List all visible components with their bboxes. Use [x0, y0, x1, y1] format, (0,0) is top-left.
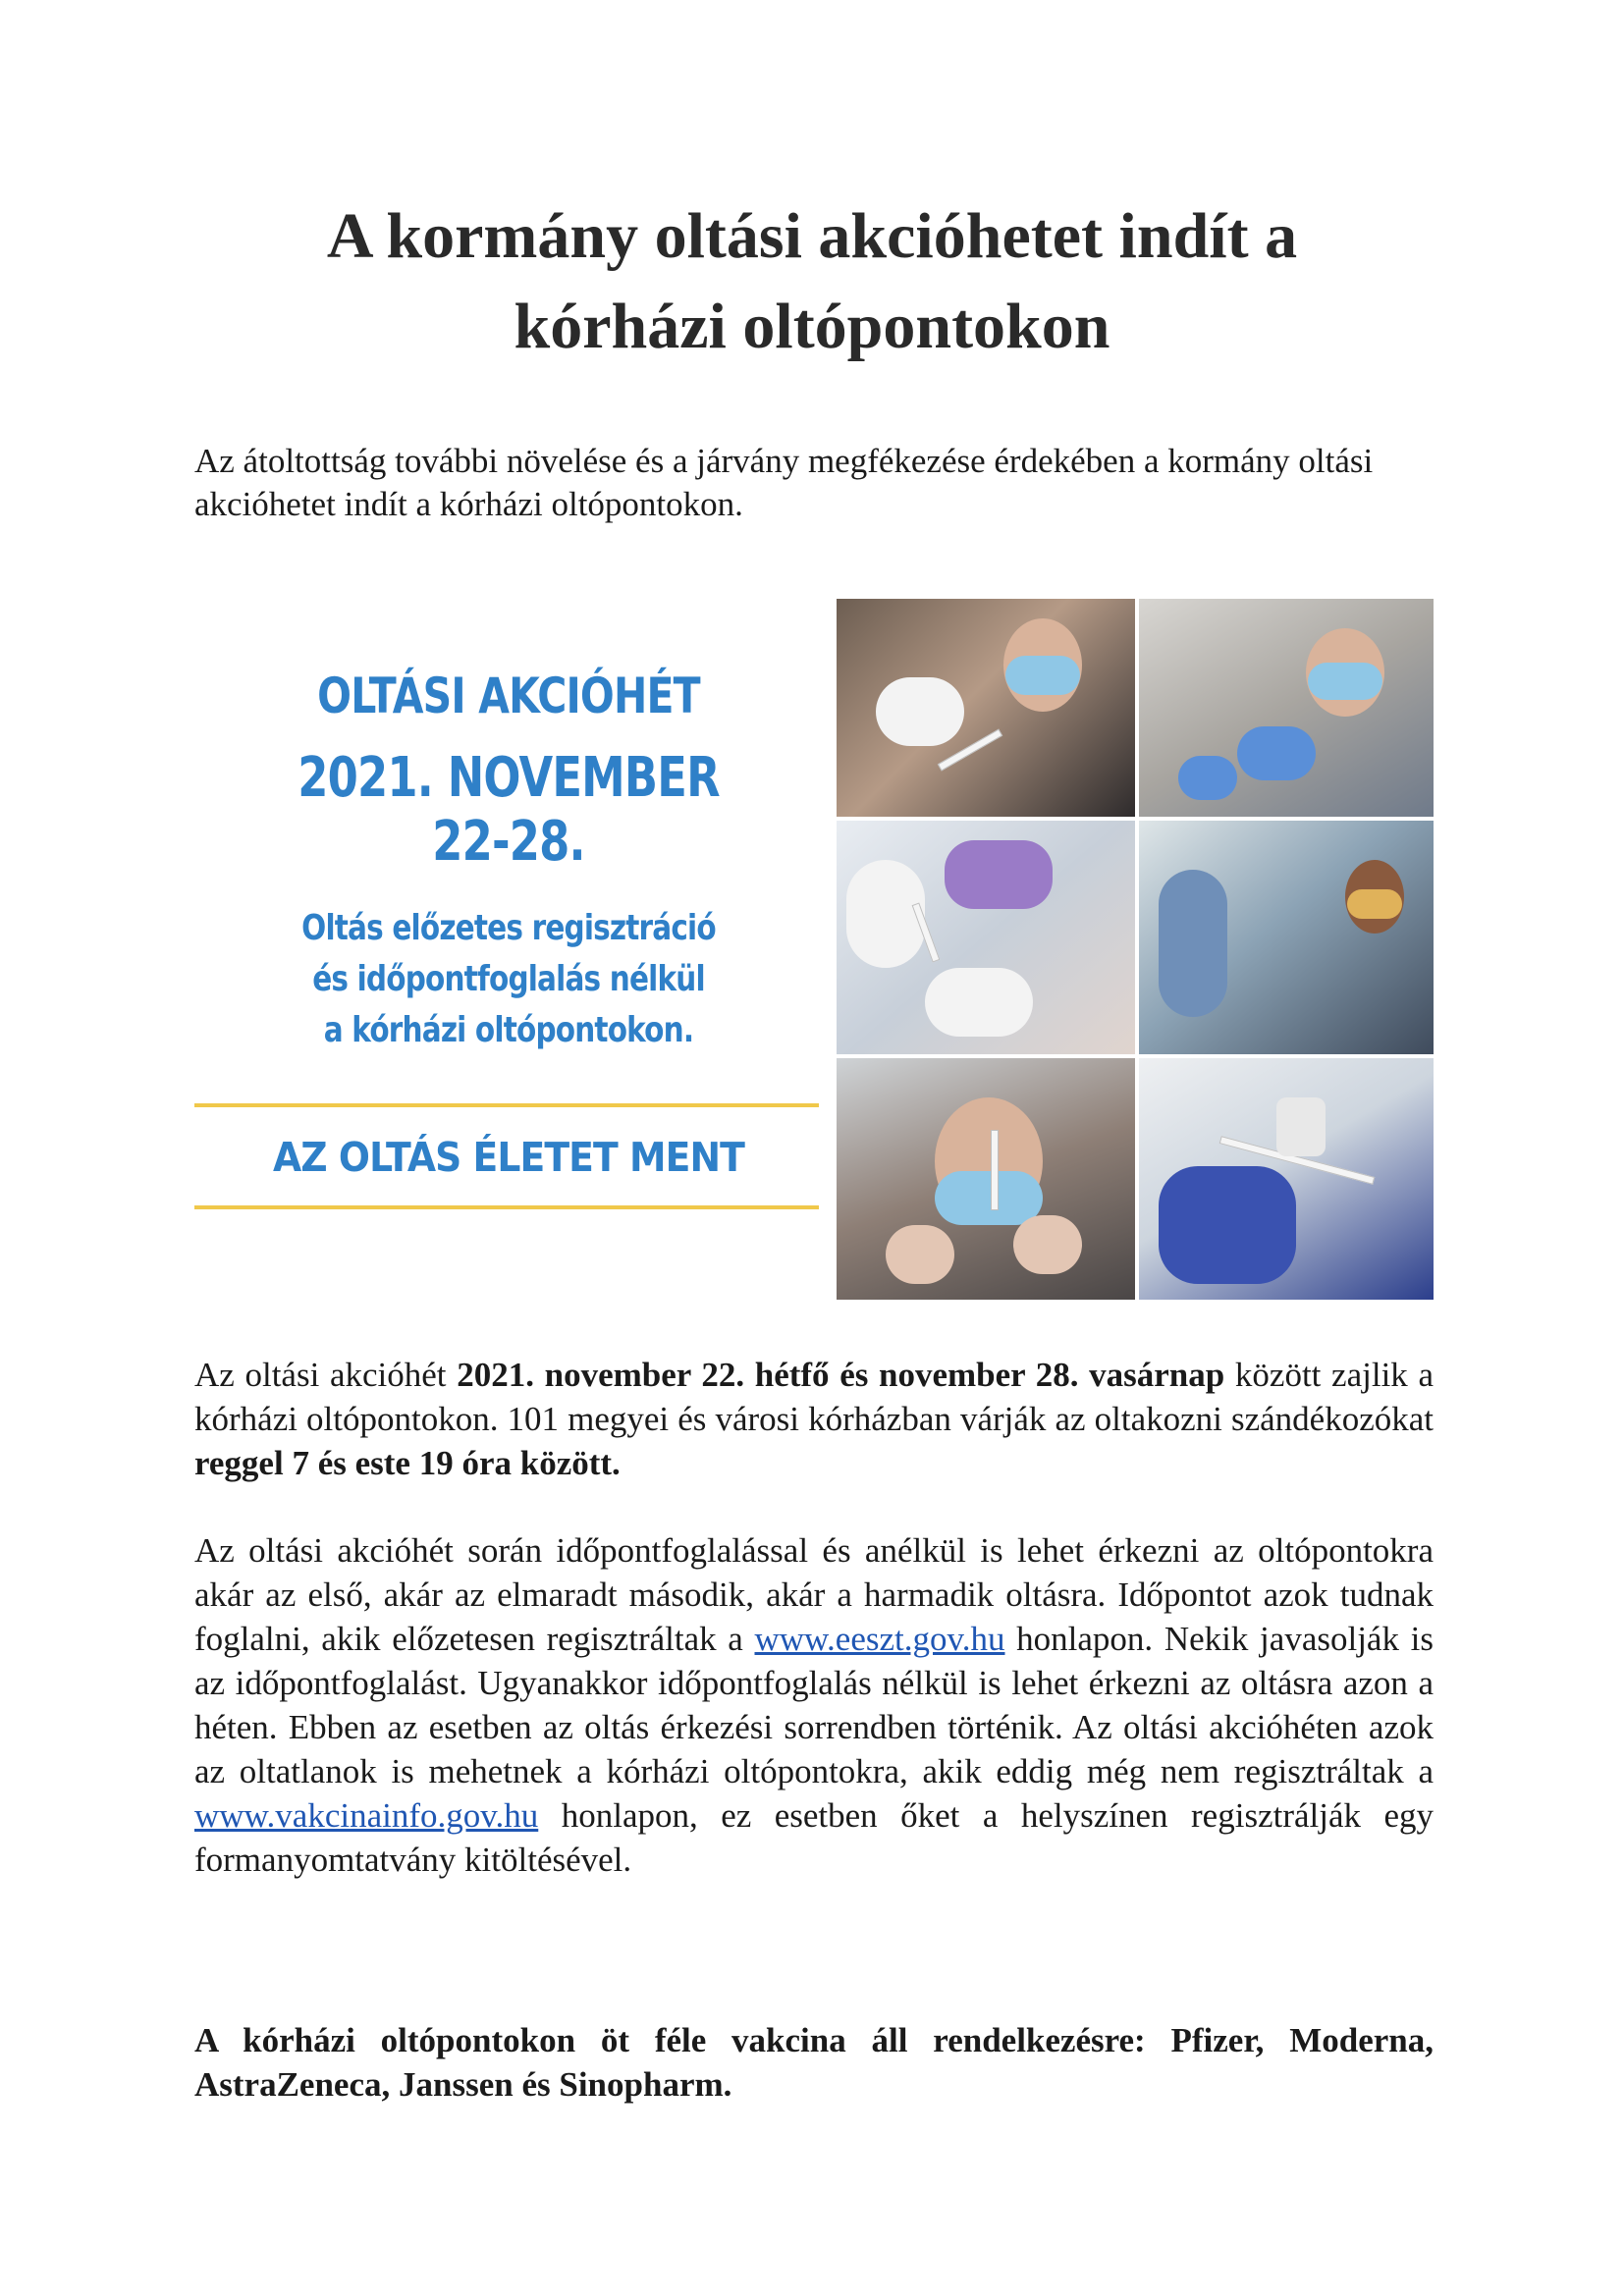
banner-subtext-line-2: és időpontfoglalás nélkül	[312, 959, 705, 999]
para1-bold-dates: 2021. november 22. hétfő és november 28. vasárnap	[457, 1356, 1225, 1394]
paragraph-vaccines: A kórházi oltópontokon öt féle vakcina áll rendelkezésre: Pfizer, Moderna, AstraZeneca, Janssen és Sinopharm.	[194, 2021, 1434, 2104]
vaccination-photo-6	[1139, 1058, 1434, 1300]
vaccination-photo-4	[1139, 821, 1434, 1054]
banner-rule-bottom	[194, 1205, 819, 1209]
title-line-2: kórházi oltópontokon	[514, 291, 1110, 362]
page-title	[147, 191, 1477, 372]
banner-heading: OLTÁSI AKCIÓHÉT	[317, 667, 700, 724]
para1-text-1: Az oltási akcióhét	[194, 1356, 458, 1394]
banner-dates: 2021. NOVEMBER 22-28.	[298, 746, 720, 874]
banner-text-panel	[194, 599, 835, 1300]
banner-slogan: AZ OLTÁS ÉLETET MENT	[273, 1134, 744, 1181]
intro-paragraph: Az átoltottság további növelése és a járvány megfékezése érdekében a kormány oltási akcióhetet indít a kórházi oltópontokon.	[194, 442, 1374, 523]
para2-text-1: Az oltási akcióhét során időpontfoglalással és anélkül is lehet érkezni az oltópontokra akár az első, akár az elmaradt második, akár a harmadik oltásra. Időpontot azok tudnak foglalni, akik előzetesen regisztráltak a	[194, 1531, 1434, 1658]
eeszt-link[interactable]: www.eeszt.gov.hu	[754, 1620, 1005, 1658]
vaccination-photo-2	[1139, 599, 1434, 817]
banner-subtext-line-3: a kórházi oltópontokon.	[323, 1010, 694, 1050]
banner-rule-top	[194, 1103, 819, 1107]
paragraph-registration	[194, 1528, 1434, 1882]
vakcinainfo-link[interactable]: www.vakcinainfo.gov.hu	[194, 1796, 539, 1835]
para1-bold-hours: reggel 7 és este 19 óra között.	[194, 1444, 621, 1482]
para2-text-3: honlapon, ez esetben őket a helyszínen regisztrálják egy formanyomtatvány kitöltésével.	[194, 1796, 1434, 1879]
vaccination-photo-1	[837, 599, 1135, 817]
vaccination-photo-5	[837, 1058, 1135, 1300]
vaccination-photo-3	[837, 821, 1135, 1054]
para2-text-2: honlapon. Nekik javasolják is az időpontfoglalást. Ugyanakkor időpontfoglalás nélkül is lehet érkezni az oltásra azon a héten. Ebben az esetben az oltás érkezési sorrendben történik. Az oltási akcióhéten azok az oltatlanok is mehetnek a kórházi oltópontokra, akik eddig még nem regisztráltak a	[194, 1620, 1434, 1790]
title-line-1: A kormány oltási akcióhetet indít a	[326, 200, 1298, 272]
banner-subtext	[251, 903, 767, 1056]
para1-text-2: között zajlik a kórházi oltópontokon. 101 megyei és városi kórházban várják az oltakozni szándékozókat	[194, 1356, 1434, 1438]
paragraph-dates	[194, 1353, 1434, 1485]
campaign-banner	[194, 599, 1434, 1300]
banner-subtext-line-1: Oltás előzetes regisztráció	[301, 908, 716, 948]
